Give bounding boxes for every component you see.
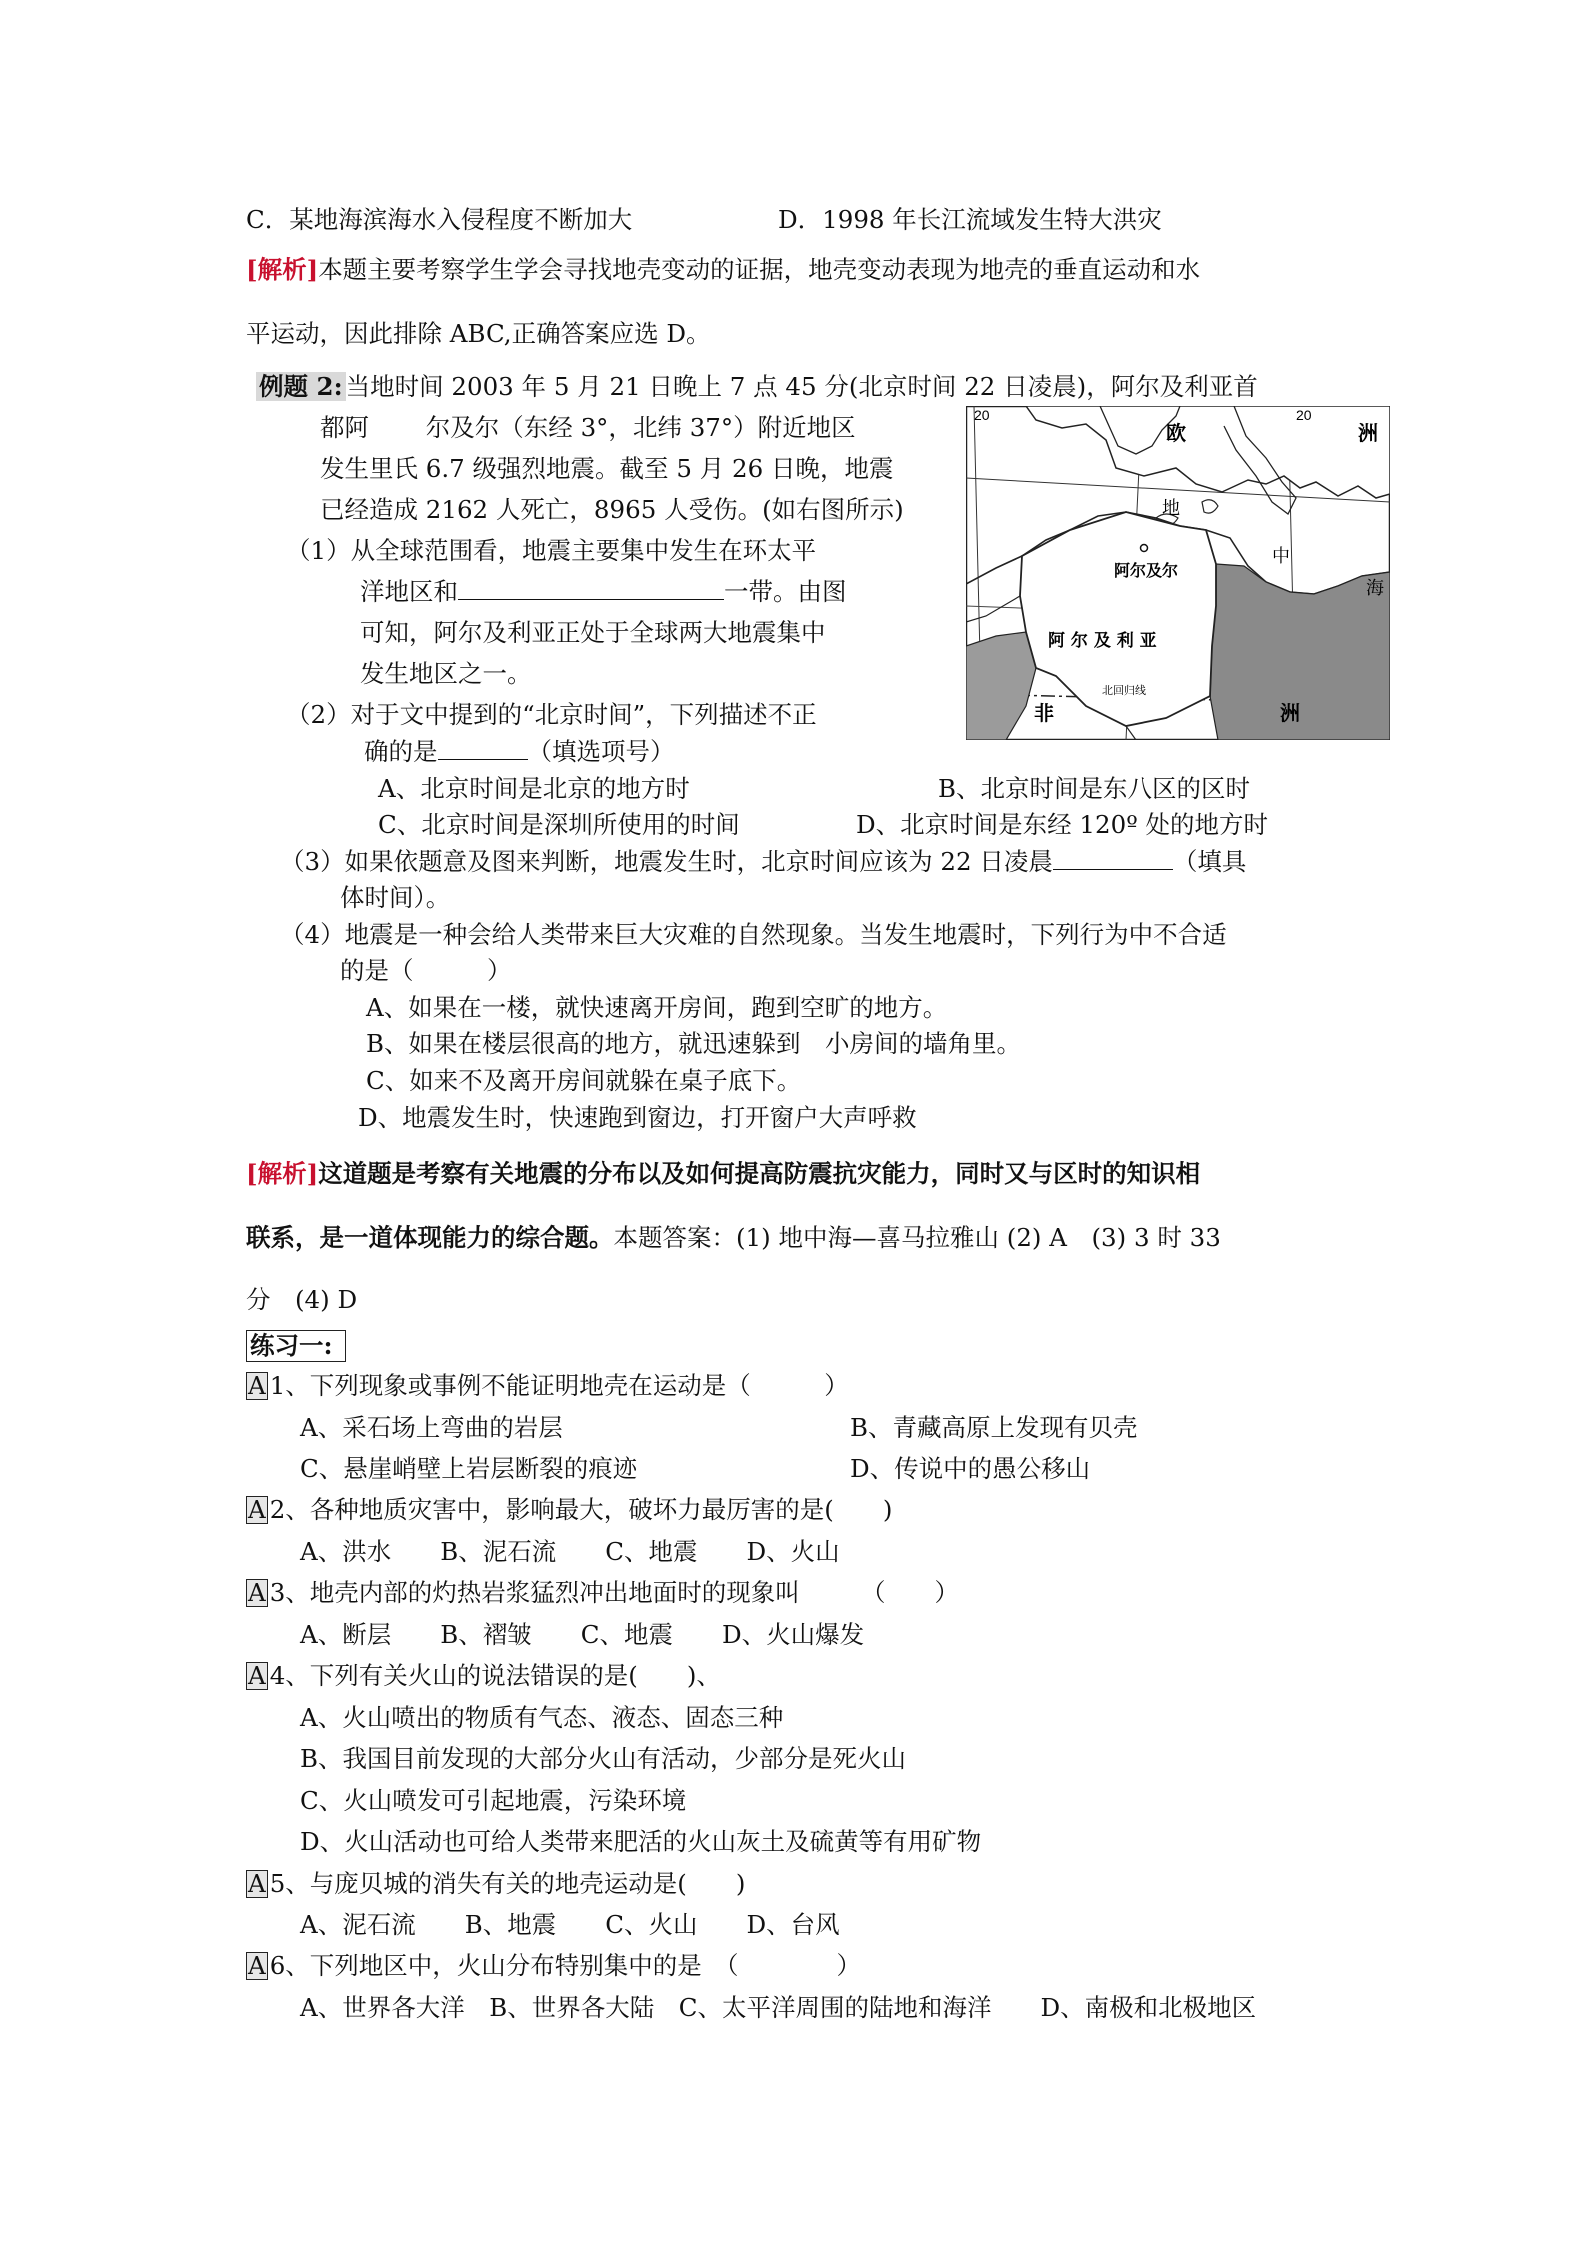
analysis-1-line-2: 平运动，因此排除 ABC,正确答案应选 D。: [246, 319, 711, 348]
q4-option-b: B、如果在楼层很高的地方，就迅速躲到 小房间的墙角里。: [366, 1029, 1022, 1058]
map-label-country: 阿 尔 及 利 亚: [1048, 631, 1157, 651]
exercise-q3-options: A、断层 B、褶皱 C、地震 D、火山爆发: [300, 1620, 865, 1649]
analysis-2-line-1: [解析]这道题是考察有关地震的分布以及如何提高防震抗灾能力，同时又与区时的知识相: [246, 1159, 1201, 1188]
exercise-q2-options: A、洪水 B、泥石流 C、地震 D、火山: [300, 1537, 840, 1566]
map-tick-right: 20: [1296, 407, 1312, 423]
q3-line-2: 体时间）。: [340, 883, 451, 912]
map-label-africa-2: 洲: [1280, 701, 1300, 725]
exercise-q6-options: A、世界各大洋 B、世界各大陆 C、太平洋周围的陆地和海洋 D、南极和北极地区: [300, 1993, 1257, 2022]
q4-option-c: C、如来不及离开房间就躲在桌子底下。: [366, 1066, 802, 1095]
level-badge: A: [248, 1578, 266, 1607]
q2-option-d: D、北京时间是东经 120º 处的地方时: [856, 810, 1269, 839]
exercise-q4-option-d: D、火山活动也可给人类带来肥活的火山灰土及硫黄等有用矿物: [300, 1827, 982, 1856]
example-2-line-1: 例题 2: 当地时间 2003 年 5 月 21 日晚上 7 点 45 分(北京时间 22 日凌晨)，阿尔及利亚首: [256, 373, 1258, 401]
q2-line-2: 确的是 （填选项号）: [364, 737, 675, 766]
level-badge: A: [248, 1869, 266, 1898]
q1-line-2: 洋地区和 一带。由图: [360, 577, 847, 606]
map-label-med-3: 海: [1366, 578, 1384, 599]
q3-line-1: （3）如果依题意及图来判断，地震发生时，北京时间应该为 22 日凌晨 （填具: [280, 847, 1247, 876]
exercise-q1-option-c: C、悬崖峭壁上岩层断裂的痕迹: [300, 1454, 638, 1483]
exercise-q6: A 6、下列地区中，火山分布特别集中的是 （ ）: [248, 1951, 862, 1980]
q1-line-1: （1）从全球范围看，地震主要集中发生在环太平: [286, 536, 817, 565]
q1-line-4: 发生地区之一。: [360, 659, 532, 688]
exercise-q3: A 3、地壳内部的灼热岩浆猛烈冲出地面时的现象叫 （ ）: [248, 1578, 960, 1607]
q2-line-1: （2）对于文中提到的“北京时间”，下列描述不正: [286, 700, 817, 729]
q1-line-3: 可知，阿尔及利亚正处于全球两大地震集中: [360, 618, 826, 647]
prev-option-d: D．1998 年长江流域发生特大洪灾: [778, 205, 1162, 234]
analysis-tag: [解析]: [246, 255, 319, 284]
algeria-map-figure: [966, 406, 1390, 740]
level-badge: A: [248, 1951, 266, 1980]
example-label: 例题 2:: [256, 372, 346, 401]
answer-blank[interactable]: [438, 739, 528, 760]
map-label-africa-1: 非: [1034, 701, 1054, 725]
q2-option-b: B、北京时间是东八区的区时: [938, 774, 1251, 803]
analysis-1-line-1: [解析]本题主要考察学生学会寻找地壳变动的证据，地壳变动表现为地壳的垂直运动和水: [246, 255, 1201, 284]
q4-line-1: （4）地震是一种会给人类带来巨大灾难的自然现象。当发生地震时，下列行为中不合适: [280, 920, 1227, 949]
exercise-q1-option-b: B、青藏高原上发现有贝壳: [850, 1413, 1138, 1442]
exercise-q4-option-b: B、我国目前发现的大部分火山有活动，少部分是死火山: [300, 1744, 907, 1773]
q4-option-d: D、地震发生时，快速跑到窗边，打开窗户大声呼救: [358, 1103, 917, 1132]
exercise-title: 练习一:: [246, 1330, 346, 1362]
analysis-2-line-2: 联系，是一道体现能力的综合题。本题答案：(1) 地中海—喜马拉雅山 (2) A (3) 3 时 33: [246, 1223, 1221, 1252]
answer-blank[interactable]: [458, 579, 724, 600]
map-label-europe-2: 洲: [1358, 421, 1378, 445]
level-badge: A: [248, 1495, 266, 1524]
level-badge: A: [248, 1371, 266, 1400]
analysis-2-line-3: 分 (4) D: [246, 1285, 358, 1314]
example-2-line-2: 都阿 尔及尔（东经 3°，北纬 37°）附近地区: [320, 413, 856, 442]
level-badge: A: [248, 1661, 266, 1690]
map-tick-left: 20: [974, 407, 990, 423]
exercise-q5-options: A、泥石流 B、地震 C、火山 D、台风: [300, 1910, 840, 1939]
q4-option-a: A、如果在一楼，就快速离开房间，跑到空旷的地方。: [366, 993, 948, 1022]
exercise-q4-option-a: A、火山喷出的物质有气态、液态、固态三种: [300, 1703, 784, 1732]
prev-option-c: C．某地海滨海水入侵程度不断加大: [246, 205, 633, 234]
map-label-med-2: 中: [1272, 546, 1290, 567]
map-label-med-1: 地: [1162, 498, 1180, 519]
example-2-line-3: 发生里氏 6.7 级强烈地震。截至 5 月 26 日晚，地震: [320, 454, 894, 483]
exercise-q1: A 1、下列现象或事例不能证明地壳在运动是（ ）: [248, 1371, 849, 1400]
exercise-q1-option-d: D、传说中的愚公移山: [850, 1454, 1091, 1483]
q2-option-c: C、北京时间是深圳所使用的时间: [378, 810, 740, 839]
exercise-q4: A 4、下列有关火山的说法错误的是( )、: [248, 1661, 721, 1690]
map-label-europe-1: 欧: [1166, 421, 1186, 445]
exercise-q4-option-c: C、火山喷发可引起地震，污染环境: [300, 1786, 687, 1815]
map-label-tropic: 北回归线: [1102, 684, 1146, 697]
exercise-q2: A 2、各种地质灾害中，影响最大，破坏力最厉害的是( ): [248, 1495, 893, 1524]
analysis-tag: [解析]: [246, 1159, 319, 1188]
q2-option-a: A、北京时间是北京的地方时: [378, 774, 690, 803]
example-2-line-4: 已经造成 2162 人死亡，8965 人受伤。(如右图所示): [320, 495, 904, 524]
exercise-q5: A 5、与庞贝城的消失有关的地壳运动是( ): [248, 1869, 746, 1898]
q4-line-2: 的是（ ）: [340, 956, 512, 985]
answer-blank[interactable]: [1053, 849, 1173, 870]
map-label-city: 阿尔及尔: [1114, 561, 1179, 580]
exercise-q1-option-a: A、采石场上弯曲的岩层: [300, 1413, 563, 1442]
